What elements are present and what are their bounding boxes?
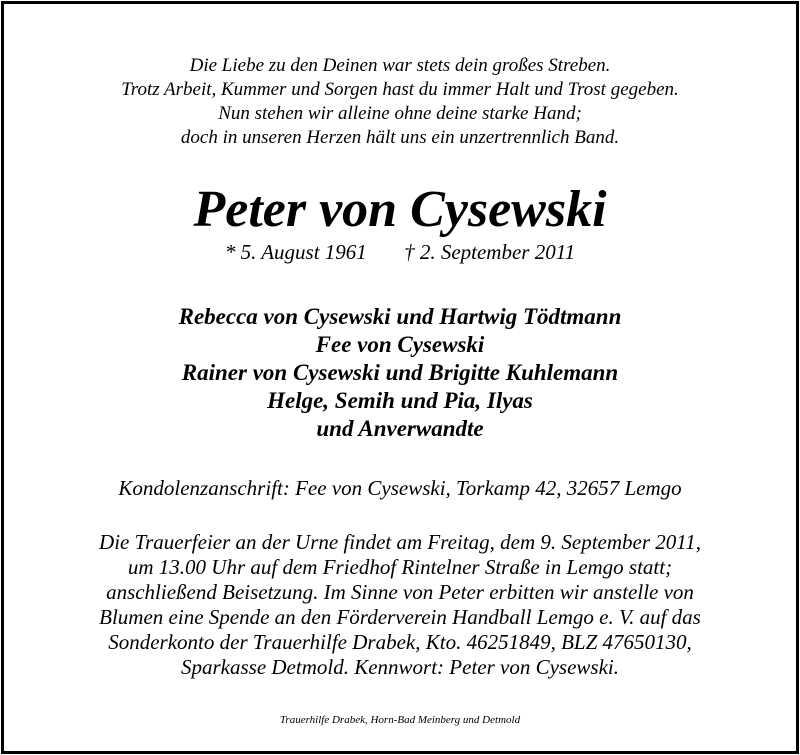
ceremony-line: Sonderkonto der Trauerhilfe Drabek, Kto. 46251849, BLZ 47650130, [108, 630, 692, 654]
funeral-home-credit: Trauerhilfe Drabek, Horn-Bad Meinberg und Detmold [279, 714, 521, 726]
poem-line: doch in unseren Herzen hält uns ein unzertrennlich Band. [180, 127, 620, 148]
condolence-address: Kondolenzanschrift: Fee von Cysewski, Torkamp 42, 32657 Lemgo [118, 476, 682, 500]
obituary-notice [8, 8, 792, 747]
ceremony-line: Sparkasse Detmold. Kennwort: Peter von Cysewski. [180, 655, 620, 679]
memorial-poem [8, 54, 792, 150]
ceremony-line: Blumen eine Spende an den Förderverein Handball Lemgo e. V. auf das [99, 605, 701, 629]
life-dates [8, 238, 792, 266]
poem-line: Nun stehen wir alleine ohne deine starke Hand; [218, 103, 582, 124]
death-date: † 2. September 2011 [404, 240, 576, 264]
ceremony-details [8, 530, 792, 680]
poem-line: Die Liebe zu den Deinen war stets dein großes Streben. [189, 55, 611, 76]
mourner-line: Fee von Cysewski [315, 332, 485, 357]
mourner-line: Helge, Semih und Pia, Ilyas [267, 388, 533, 413]
deceased-name: Peter von Cysewski [193, 181, 607, 238]
poem-line: Trotz Arbeit, Kummer und Sorgen hast du immer Halt und Trost gegeben. [121, 79, 679, 100]
mourner-line: und Anverwandte [316, 416, 484, 441]
ceremony-line: um 13.00 Uhr auf dem Friedhof Rintelner Straße in Lemgo statt; [127, 555, 673, 579]
notice-border [1, 1, 799, 754]
ceremony-line: anschließend Beisetzung. Im Sinne von Peter erbitten wir anstelle von [106, 580, 694, 604]
mourners-list [8, 303, 792, 443]
ceremony-line: Die Trauerfeier an der Urne findet am Freitag, dem 9. September 2011, [99, 530, 701, 554]
mourner-line: Rebecca von Cysewski und Hartwig Tödtmann [178, 304, 622, 329]
mourner-line: Rainer von Cysewski und Brigitte Kuhlemann [181, 360, 619, 385]
birth-date: * 5. August 1961 [224, 240, 367, 264]
